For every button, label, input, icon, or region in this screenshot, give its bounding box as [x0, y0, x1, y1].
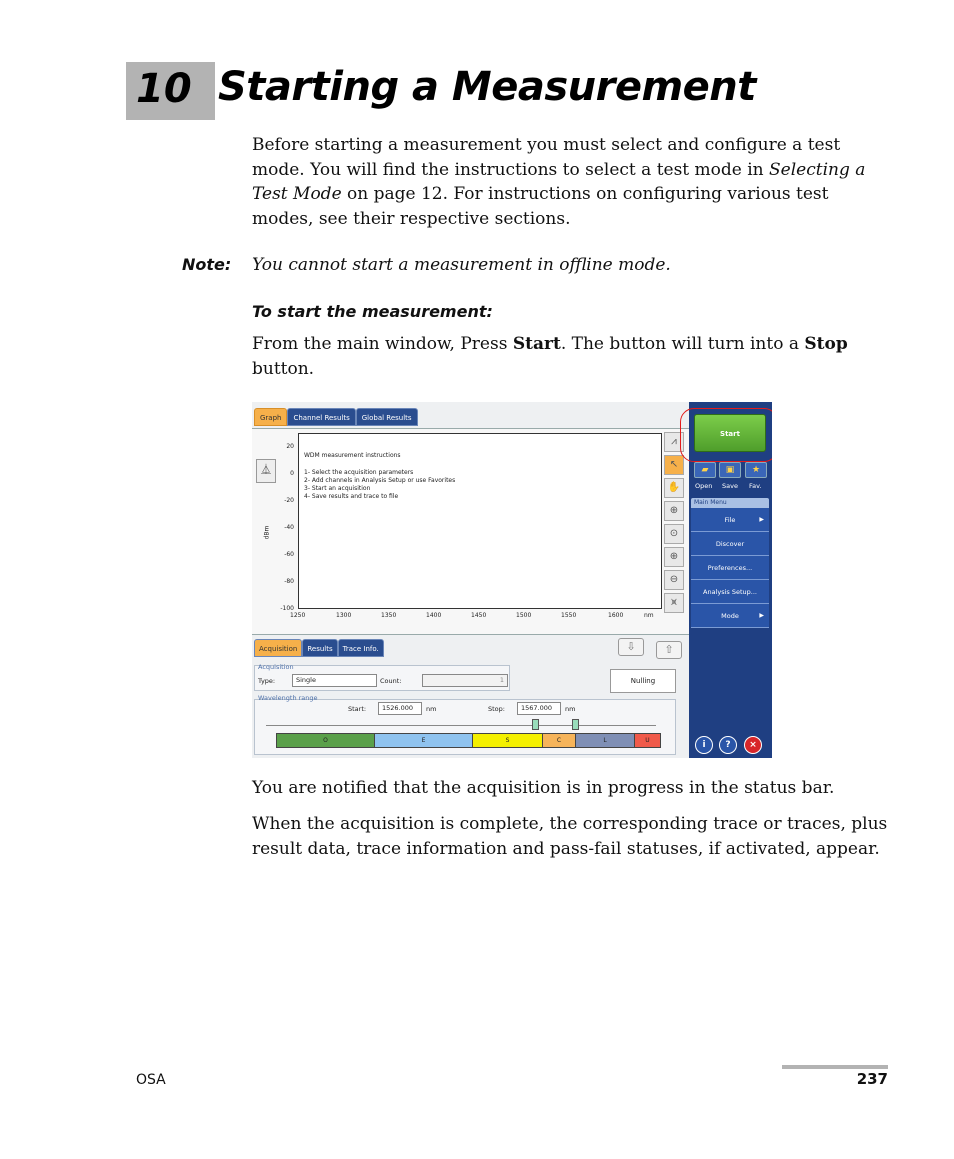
step-text-mid: . The button will turn into a [560, 334, 805, 354]
y-axis-label: dBm [263, 525, 271, 540]
chapter-number: 10 [136, 66, 192, 112]
stop-unit: nm [565, 705, 576, 713]
x-tick: 1350 [381, 612, 397, 619]
band-c: C [543, 734, 576, 747]
instruction-line: 3- Start an acquisition [304, 485, 371, 492]
x-tick: 1300 [336, 612, 352, 619]
chapter-title: Starting a Measurement [218, 64, 756, 110]
zoom-area-icon[interactable]: ⊕ [664, 501, 684, 521]
menu-item-analysis-setup[interactable]: Analysis Setup... [691, 580, 769, 604]
x-tick: 1400 [426, 612, 442, 619]
y-tick: -100 [280, 605, 294, 612]
y-tick: 20 [286, 443, 294, 450]
graph-tools [664, 432, 686, 616]
plot-area[interactable] [298, 433, 662, 609]
save-icon[interactable]: ▣ [719, 462, 741, 478]
hand-icon[interactable]: ✋ [664, 478, 684, 498]
intro-paragraph [252, 133, 892, 231]
completion-paragraph: When the acquisition is complete, the corresponding trace or traces, plus result data, trace information and pass-fail statuses, if activated, appear. [252, 814, 888, 859]
chapter-number-box [126, 62, 215, 120]
favorites-label: Fav. [749, 482, 762, 490]
menu-item-label: File [724, 516, 736, 524]
procedure-heading: To start the measurement: [252, 302, 493, 321]
help-icon[interactable]: ? [719, 736, 737, 754]
band-e: E [375, 734, 473, 747]
start-wavelength-field[interactable]: 1526.000 [378, 702, 422, 715]
collapse-down-icon[interactable]: ⇩ [618, 638, 644, 656]
band-u: U [635, 734, 660, 747]
start-button[interactable]: Start [694, 414, 766, 452]
band-bar [276, 733, 661, 748]
footer-product: OSA [136, 1072, 166, 1088]
stop-wavelength-field[interactable]: 1567.000 [517, 702, 561, 715]
step-stop-word: Stop [804, 334, 848, 354]
start-wavelength-label: Start: [348, 705, 367, 713]
instruction-line: 1- Select the acquisition parameters [304, 469, 414, 476]
menu-item-file[interactable] [691, 508, 769, 532]
step-text: From the main window, Press [252, 334, 513, 354]
bottom-tab-bar [254, 639, 384, 657]
intro-text: Before starting a measurement you must select and configure a test mode. You will find the instructions to select a test mode in [252, 135, 841, 180]
full-scale-icon[interactable]: ⩙ [664, 593, 684, 613]
menu-item-label: Mode [721, 612, 739, 620]
x-tick: 1250 [290, 612, 306, 619]
menu-item-discover[interactable]: Discover [691, 532, 769, 556]
y-tick: -40 [284, 524, 294, 531]
osa-screenshot [252, 402, 772, 758]
x-tick: 1500 [516, 612, 532, 619]
zoom-in-icon[interactable]: ⊕ [664, 547, 684, 567]
wavelength-group-title: Wavelength range [258, 694, 318, 702]
trace-icon[interactable]: ⩘ [664, 432, 684, 452]
tab-results[interactable]: Results [302, 639, 337, 657]
intro-cross-reference[interactable]: Selecting a Test Mode [252, 159, 866, 204]
x-tick: 1450 [471, 612, 487, 619]
step-paragraph [252, 332, 892, 381]
acquisition-group-title: Acquisition [258, 663, 294, 671]
count-field[interactable]: 1 [422, 674, 508, 687]
submenu-arrow-icon: ▶ [759, 612, 764, 619]
y-tick: -60 [284, 551, 294, 558]
zoom-out-icon[interactable]: ⊖ [664, 570, 684, 590]
x-unit: nm [644, 612, 654, 619]
band-s: S [473, 734, 543, 747]
instruction-line: 2- Add channels in Analysis Setup or use Favorites [304, 477, 456, 484]
y-tick: -80 [284, 578, 294, 585]
zoom-icon[interactable]: ⊙ [664, 524, 684, 544]
step-start-word: Start [512, 334, 561, 354]
footer-rule [782, 1065, 888, 1069]
note-label: Note: [182, 255, 232, 274]
intro-text-continued: on page 12. For instructions on configuring various test modes, see their respective sections. [252, 184, 829, 229]
note-text: You cannot start a measurement in offline mode. [252, 255, 671, 275]
type-value: Single [296, 676, 316, 684]
wavelength-slider-track [266, 725, 656, 726]
stop-wavelength-label: Stop: [488, 705, 505, 713]
nulling-button[interactable]: Nulling [610, 669, 676, 693]
menu-item-preferences[interactable]: Preferences... [691, 556, 769, 580]
instruction-line: 4- Save results and trace to file [304, 493, 399, 500]
y-tick: -20 [284, 497, 294, 504]
step-text-end: button. [252, 358, 315, 379]
pointer-icon[interactable]: ↖ [664, 455, 684, 475]
stop-slider-thumb[interactable] [572, 719, 579, 730]
autofit-icon[interactable]: ⏅ [256, 459, 276, 483]
start-slider-thumb[interactable] [532, 719, 539, 730]
graph-area [252, 428, 692, 634]
tab-trace-info[interactable]: Trace Info. [338, 639, 384, 657]
tab-global-results[interactable]: Global Results [356, 408, 418, 426]
band-l: L [576, 734, 635, 747]
count-label: Count: [380, 677, 402, 685]
y-tick: 0 [290, 470, 294, 477]
x-tick: 1550 [561, 612, 577, 619]
top-tab-bar [254, 408, 418, 428]
page-number: 237 [856, 1070, 888, 1088]
status-paragraph: You are notified that the acquisition is in progress in the status bar. [252, 778, 835, 798]
tab-acquisition[interactable]: Acquisition [254, 639, 302, 657]
info-icon[interactable]: i [695, 736, 713, 754]
expand-up-icon[interactable]: ⇧ [656, 641, 682, 659]
submenu-arrow-icon: ▶ [759, 516, 764, 523]
x-tick: 1600 [608, 612, 624, 619]
open-icon[interactable]: ▰ [694, 462, 716, 478]
open-label: Open [695, 482, 713, 490]
band-o: O [277, 734, 375, 747]
type-select[interactable] [292, 674, 377, 687]
menu-item-mode[interactable] [691, 604, 769, 628]
save-label: Save [722, 482, 738, 490]
instructions-title: WDM measurement instructions [304, 452, 401, 459]
main-menu-title: Main Menu [691, 498, 769, 508]
bottom-panel [252, 634, 689, 758]
tab-channel-results[interactable]: Channel Results [287, 408, 355, 426]
start-unit: nm [426, 705, 437, 713]
start-highlight-circle [680, 408, 772, 462]
favorites-star-icon[interactable]: ★ [745, 462, 767, 478]
tab-graph[interactable]: Graph [254, 408, 287, 426]
close-icon[interactable]: × [744, 736, 762, 754]
type-label: Type: [258, 677, 276, 685]
